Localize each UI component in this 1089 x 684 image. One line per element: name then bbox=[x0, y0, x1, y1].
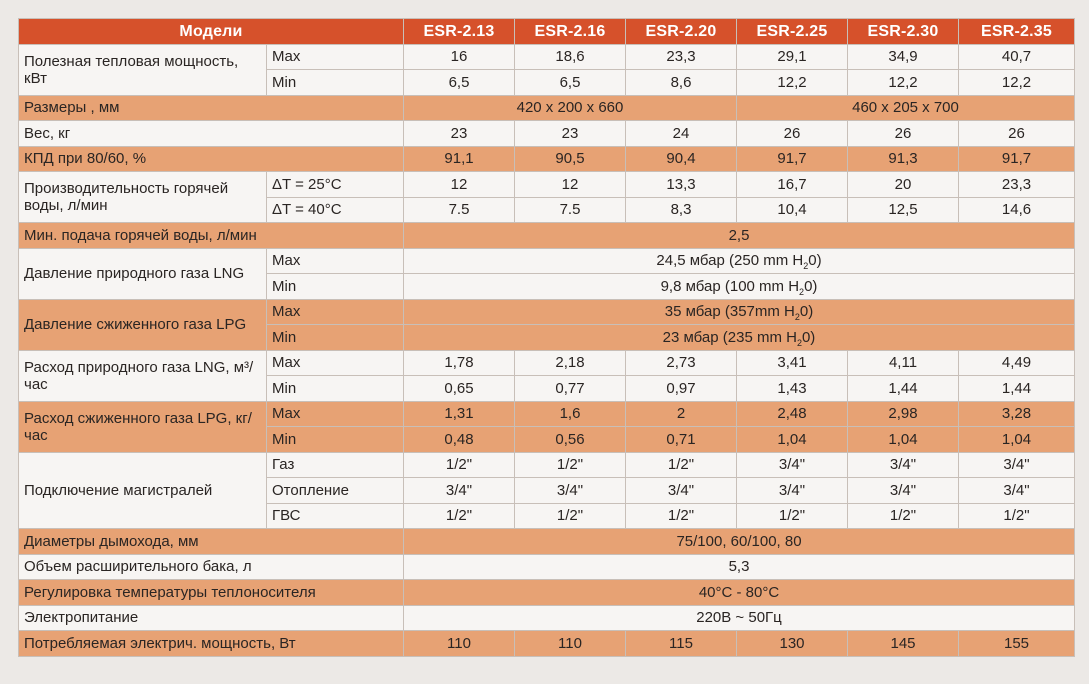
lpg-flow-max-row bbox=[19, 401, 1075, 427]
cell: 2 bbox=[626, 401, 737, 427]
cell: 23,3 bbox=[959, 172, 1075, 198]
spec-table bbox=[18, 18, 1075, 657]
cell: 0,97 bbox=[626, 376, 737, 402]
models-header: Модели bbox=[19, 19, 404, 45]
model-header: ESR-2.30 bbox=[848, 19, 959, 45]
cell: 3/4" bbox=[848, 452, 959, 478]
elec-power-label: Потребляемая электрич. мощность, Вт bbox=[19, 631, 404, 657]
lng-flow-max-row bbox=[19, 350, 1075, 376]
cell: 13,3 bbox=[626, 172, 737, 198]
cell: 12 bbox=[515, 172, 626, 198]
cell: 26 bbox=[959, 121, 1075, 147]
cell: 4,11 bbox=[848, 350, 959, 376]
lng-pressure-max-label: Max bbox=[267, 248, 404, 274]
cell: 12 bbox=[404, 172, 515, 198]
cell: 18,6 bbox=[515, 44, 626, 70]
lpg-flow-max-label: Max bbox=[267, 401, 404, 427]
temp-row bbox=[19, 580, 1075, 606]
cell: 40,7 bbox=[959, 44, 1075, 70]
cell: 91,7 bbox=[737, 146, 848, 172]
cell: 12,2 bbox=[959, 70, 1075, 96]
delta-25-label: ΔT = 25°C bbox=[267, 172, 404, 198]
tank-value: 5,3 bbox=[404, 554, 1075, 580]
cell: 16,7 bbox=[737, 172, 848, 198]
cell: 26 bbox=[848, 121, 959, 147]
cell: 4,49 bbox=[959, 350, 1075, 376]
power-min-label: Min bbox=[267, 70, 404, 96]
cell: 3/4" bbox=[626, 478, 737, 504]
size-label: Размеры , мм bbox=[19, 95, 404, 121]
model-header: ESR-2.35 bbox=[959, 19, 1075, 45]
lpg-pressure-max-label: Max bbox=[267, 299, 404, 325]
cell: 23,3 bbox=[626, 44, 737, 70]
cell: 3/4" bbox=[737, 452, 848, 478]
delta-40-label: ΔT = 40°C bbox=[267, 197, 404, 223]
cell: 1/2" bbox=[848, 503, 959, 529]
cell: 3/4" bbox=[848, 478, 959, 504]
lpg-pressure-max-row bbox=[19, 299, 1075, 325]
model-header: ESR-2.20 bbox=[626, 19, 737, 45]
lng-pressure-min-value: 9,8 мбар (100 mm $H_20$) bbox=[404, 274, 1075, 300]
cell: 1,04 bbox=[959, 427, 1075, 453]
cell: 3/4" bbox=[959, 478, 1075, 504]
cell: 1,31 bbox=[404, 401, 515, 427]
size-value-large: 460 x 205 x 700 bbox=[737, 95, 1075, 121]
cell: 1/2" bbox=[404, 503, 515, 529]
min-hot-water-row bbox=[19, 223, 1075, 249]
conn-gas-row bbox=[19, 452, 1075, 478]
model-header: ESR-2.16 bbox=[515, 19, 626, 45]
lng-flow-max-label: Max bbox=[267, 350, 404, 376]
cell: 110 bbox=[515, 631, 626, 657]
cell: 1/2" bbox=[626, 452, 737, 478]
cell: 155 bbox=[959, 631, 1075, 657]
cell: 1/2" bbox=[515, 503, 626, 529]
conn-gas-label: Газ bbox=[267, 452, 404, 478]
cell: 1/2" bbox=[515, 452, 626, 478]
lng-pressure-min-label: Min bbox=[267, 274, 404, 300]
cell: 24 bbox=[626, 121, 737, 147]
cell: 1/2" bbox=[959, 503, 1075, 529]
cell: 0,48 bbox=[404, 427, 515, 453]
cell: 90,4 bbox=[626, 146, 737, 172]
cell: 3,41 bbox=[737, 350, 848, 376]
hot-water-label: Производительность горячей воды, л/мин bbox=[19, 172, 267, 223]
cell: 8,3 bbox=[626, 197, 737, 223]
cell: 91,1 bbox=[404, 146, 515, 172]
cell: 145 bbox=[848, 631, 959, 657]
cell: 0,56 bbox=[515, 427, 626, 453]
elec-power-row bbox=[19, 631, 1075, 657]
cell: 23 bbox=[515, 121, 626, 147]
lpg-pressure-label: Давление сжиженного газа LPG bbox=[19, 299, 267, 350]
lng-flow-min-label: Min bbox=[267, 376, 404, 402]
flue-value: 75/100, 60/100, 80 bbox=[404, 529, 1075, 555]
model-header: ESR-2.13 bbox=[404, 19, 515, 45]
efficiency-label: КПД при 80/60, % bbox=[19, 146, 404, 172]
cell: 6,5 bbox=[404, 70, 515, 96]
lpg-flow-min-label: Min bbox=[267, 427, 404, 453]
cell: 130 bbox=[737, 631, 848, 657]
cell: 16 bbox=[404, 44, 515, 70]
cell: 12,2 bbox=[848, 70, 959, 96]
conn-heat-label: Отопление bbox=[267, 478, 404, 504]
size-value-small: 420 x 200 x 660 bbox=[404, 95, 737, 121]
model-header: ESR-2.25 bbox=[737, 19, 848, 45]
cell: 90,5 bbox=[515, 146, 626, 172]
efficiency-row bbox=[19, 146, 1075, 172]
cell: 1/2" bbox=[404, 452, 515, 478]
cell: 1/2" bbox=[626, 503, 737, 529]
cell: 10,4 bbox=[737, 197, 848, 223]
min-hot-water-value: 2,5 bbox=[404, 223, 1075, 249]
cell: 3/4" bbox=[404, 478, 515, 504]
cell: 1/2" bbox=[737, 503, 848, 529]
power-label: Полезная тепловая мощность, кВт bbox=[19, 44, 267, 95]
cell: 1,78 bbox=[404, 350, 515, 376]
cell: 2,18 bbox=[515, 350, 626, 376]
cell: 0,77 bbox=[515, 376, 626, 402]
lng-pressure-max-value: 24,5 мбар (250 mm $H_20$) bbox=[404, 248, 1075, 274]
min-hot-water-label: Мин. подача горячей воды, л/мин bbox=[19, 223, 404, 249]
cell: 91,3 bbox=[848, 146, 959, 172]
cell: 6,5 bbox=[515, 70, 626, 96]
cell: 3/4" bbox=[515, 478, 626, 504]
lng-flow-label: Расход природного газа LNG, м³/час bbox=[19, 350, 267, 401]
hot-water-25-row bbox=[19, 172, 1075, 198]
lng-pressure-max-row bbox=[19, 248, 1075, 274]
cell: 12,2 bbox=[737, 70, 848, 96]
tank-label: Объем расширительного бака, л bbox=[19, 554, 404, 580]
cell: 1,04 bbox=[737, 427, 848, 453]
cell: 12,5 bbox=[848, 197, 959, 223]
cell: 1,04 bbox=[848, 427, 959, 453]
cell: 0,65 bbox=[404, 376, 515, 402]
cell: 1,6 bbox=[515, 401, 626, 427]
supply-value: 220В ~ 50Гц bbox=[404, 605, 1075, 631]
cell: 2,48 bbox=[737, 401, 848, 427]
cell: 115 bbox=[626, 631, 737, 657]
cell: 23 bbox=[404, 121, 515, 147]
cell: 91,7 bbox=[959, 146, 1075, 172]
cell: 2,73 bbox=[626, 350, 737, 376]
power-max-label: Max bbox=[267, 44, 404, 70]
cell: 26 bbox=[737, 121, 848, 147]
header-row bbox=[19, 19, 1075, 45]
lng-pressure-label: Давление природного газа LNG bbox=[19, 248, 267, 299]
cell: 3,28 bbox=[959, 401, 1075, 427]
cell: 20 bbox=[848, 172, 959, 198]
spec-table-container bbox=[18, 18, 1074, 664]
cell: 1,43 bbox=[737, 376, 848, 402]
supply-label: Электропитание bbox=[19, 605, 404, 631]
flue-label: Диаметры дымохода, мм bbox=[19, 529, 404, 555]
temp-value: 40°C - 80°C bbox=[404, 580, 1075, 606]
cell: 8,6 bbox=[626, 70, 737, 96]
cell: 2,98 bbox=[848, 401, 959, 427]
lpg-flow-label: Расход сжиженного газа LPG, кг/час bbox=[19, 401, 267, 452]
cell: 34,9 bbox=[848, 44, 959, 70]
cell: 7.5 bbox=[404, 197, 515, 223]
size-row bbox=[19, 95, 1075, 121]
cell: 14,6 bbox=[959, 197, 1075, 223]
supply-row bbox=[19, 605, 1075, 631]
cell: 110 bbox=[404, 631, 515, 657]
weight-label: Вес, кг bbox=[19, 121, 404, 147]
cell: 1,44 bbox=[848, 376, 959, 402]
cell: 3/4" bbox=[737, 478, 848, 504]
power-max-row bbox=[19, 44, 1075, 70]
lpg-pressure-min-value: 23 мбар (235 mm $H_20$) bbox=[404, 325, 1075, 351]
tank-row bbox=[19, 554, 1075, 580]
cell: 0,71 bbox=[626, 427, 737, 453]
cell: 29,1 bbox=[737, 44, 848, 70]
weight-row bbox=[19, 121, 1075, 147]
lpg-pressure-min-label: Min bbox=[267, 325, 404, 351]
flue-row bbox=[19, 529, 1075, 555]
connections-label: Подключение магистралей bbox=[19, 452, 267, 529]
lpg-pressure-max-value: 35 мбар (357mm $H_20$) bbox=[404, 299, 1075, 325]
temp-label: Регулировка температуры теплоносителя bbox=[19, 580, 404, 606]
conn-dhw-label: ГВС bbox=[267, 503, 404, 529]
cell: 1,44 bbox=[959, 376, 1075, 402]
cell: 3/4" bbox=[959, 452, 1075, 478]
cell: 7.5 bbox=[515, 197, 626, 223]
